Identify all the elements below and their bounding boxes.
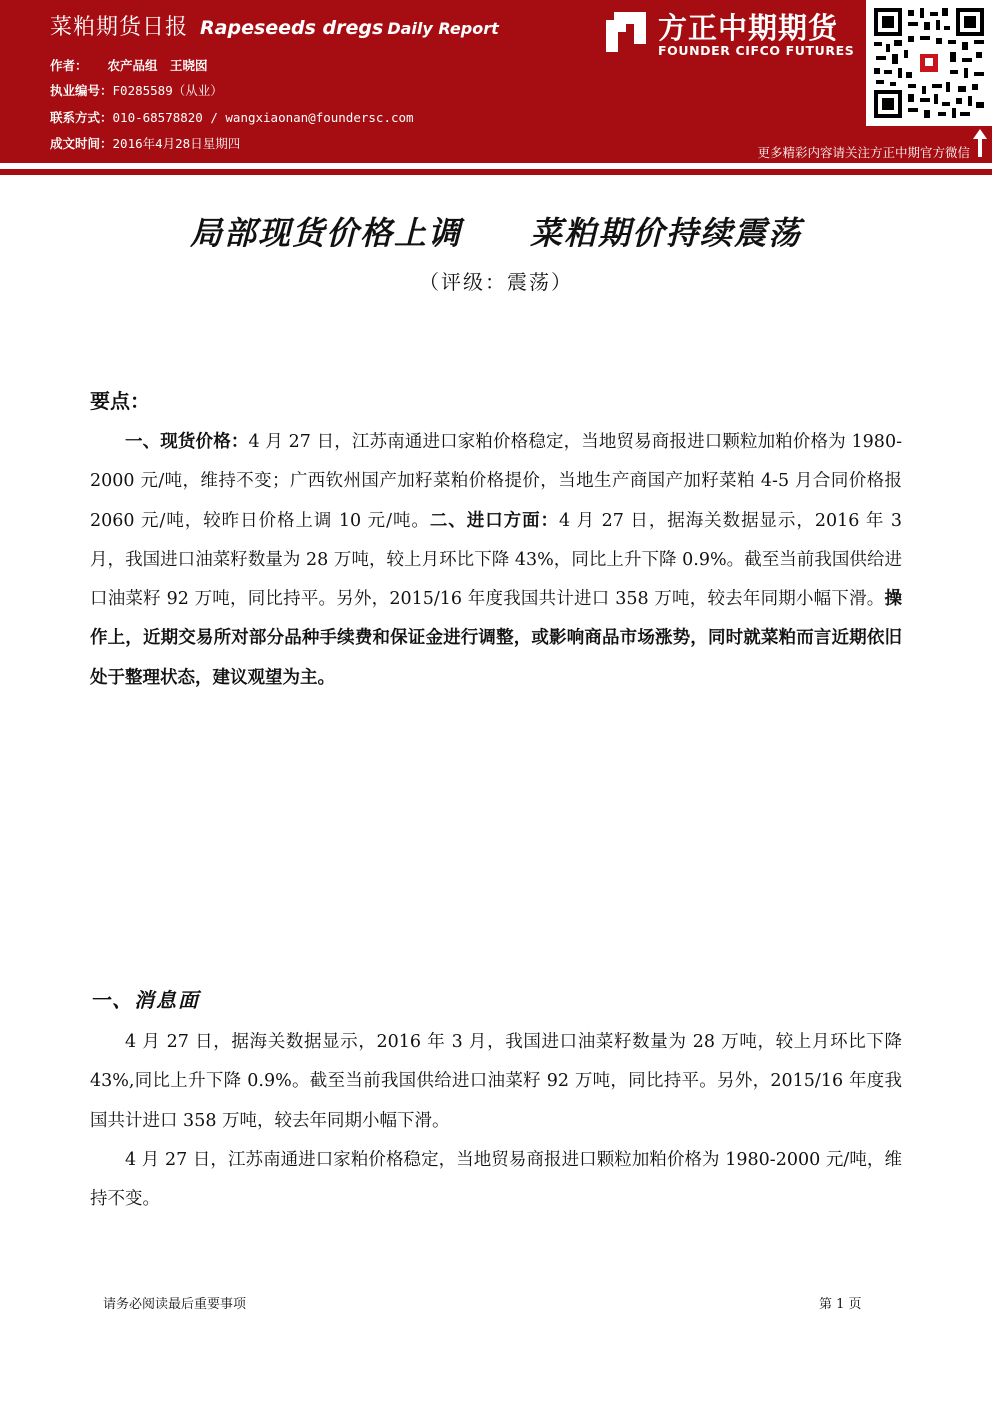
contact-line [50,108,414,126]
report-title-en-sub: Daily Report [387,19,499,38]
kp-advice: 操作上，近期交易所对部分品种手续费和保证金进行调整，或影响商品市场涨势，同时就菜粕而言近期依旧处于整理状态，建议观望为主。 [90,589,902,688]
section1-paragraph-2: 4 月 27 日，江苏南通进口家粕价格稳定，当地贸易商报进口颗粒加粕价格为 1980-2000 元/吨，维持不变。 [90,1150,902,1210]
author-label: 作者： [50,58,88,73]
date-value: 2016年4月28日星期四 [112,136,241,151]
doc-rating: （评级：震荡） [419,270,573,294]
company-logo [600,6,860,64]
report-header [0,0,992,163]
license-value: F0285589（从业） [112,83,223,98]
kp-spot-label: 一、现货价格： [125,432,249,452]
wechat-qr-code [866,0,992,126]
kp-import-label: 二、进口方面： [429,510,559,531]
logo-text-cn: 方正中期期货 [658,11,839,45]
doc-title: 局部现货价格上调 菜粕期价持续震荡 [189,214,802,252]
section1-paragraph-1: 4 月 27 日，据海关数据显示，2016 年 3 月，我国进口油菜籽数量为 28 万吨，较上月环比下降 43%,同比上升下降 0.9%。截至当前我国供给进口油菜籽 92 万吨，同比持平。另外，2015/16 年度我国共计进口 358 万吨，较去年同期小幅下滑。 [90,1032,902,1131]
report-title [50,10,499,41]
keypoints-heading: 要点： [90,389,150,413]
author-value: 农产品组 王晓囡 [107,58,208,73]
license-line [50,81,223,99]
section1-heading: 一、消息面 [90,988,200,1012]
license-label: 执业编号： [50,83,113,98]
logo-mark-icon [604,10,648,54]
logo-text-en: FOUNDER CIFCO FUTURES [658,43,855,58]
kp-import-text: 4 月 27 日，据海关数据显示，2016 年 3 月，我国进口油菜籽数量为 28 万吨，较上月环比下降 43%，同比上升下降 0.9%。截至当前我国供给进口油菜籽 92 万吨，同比持平。另外，2015/16 年度我国共计进口 358 万吨，较去年同期小幅下滑。 [90,510,902,610]
author-line [50,56,208,74]
date-label: 成文时间： [50,136,113,151]
contact-label: 联系方式： [50,110,113,125]
date-line [50,134,240,152]
qr-code-icon [872,6,986,120]
footer-notice: 请务必阅读最后重要事项 [103,1297,247,1312]
report-title-cn: 菜粕期货日报 [50,15,189,40]
follow-wechat-text: 更多精彩内容请关注方正中期官方微信 [757,145,970,160]
up-arrow-icon [972,128,988,158]
kp-spot-text: 4 月 27 日，江苏南通进口家粕价格稳定，当地贸易商报进口颗粒加粕价格为 1980-2000 元/吨，维持不变；广西钦州国产加籽菜粕价格提价，当地生产商国产加籽菜粕 4-5 月合同价格报 2060 元/吨，较昨日价格上调 10 元/吨。 [90,432,902,531]
report-title-en: Rapeseeds dregs [200,17,384,39]
header-rule [0,169,992,175]
page-number: 第 1 页 [819,1297,862,1312]
contact-value: 010-68578820 / wangxiaonan@foundersc.com [112,110,414,125]
keypoints-paragraph [90,423,902,698]
